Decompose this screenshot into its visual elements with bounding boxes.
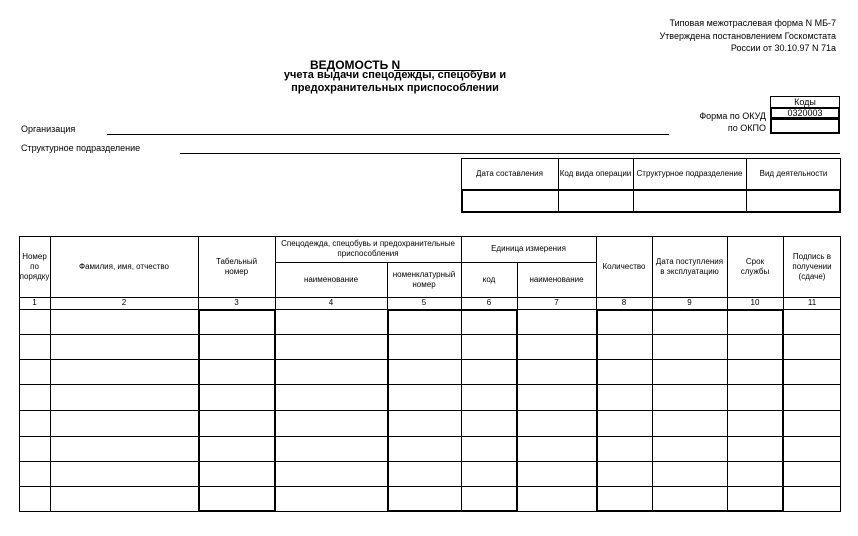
col-number: 2 [121, 298, 127, 307]
col-number: 5 [421, 298, 427, 307]
info-header-subdivision: Структурное подразделение [636, 168, 743, 178]
col-header-service-life: Срок службы [740, 256, 770, 276]
info-value-operation-code[interactable] [558, 189, 633, 213]
group-header-unit: Единица измерения [491, 244, 566, 253]
okud-label: Форма по ОКУД [699, 111, 766, 121]
col-header-nomenclature-number: номенклатурный номер [392, 269, 456, 289]
col-number: 9 [687, 298, 692, 307]
col-number: 7 [554, 298, 559, 307]
document-subtitle-1: учета выдачи спецодежды, спецобуви и [283, 69, 507, 81]
info-header-operation-code: Код вида операции [559, 168, 632, 178]
col-number: 6 [486, 298, 492, 307]
tab-number-column-frame [198, 309, 276, 512]
organization-label: Организация [21, 124, 76, 134]
codes-header: Коды [770, 96, 840, 108]
form-type-line: Типовая межотраслевая форма N МБ-7 [669, 18, 836, 28]
document-subtitle-2: предохранительных приспособлении [291, 82, 499, 94]
col-number: 8 [621, 298, 627, 307]
subdivision-label: Структурное подразделение [21, 143, 141, 153]
col-number: 11 [807, 298, 817, 307]
col-header-tab-number: Табельный номер [215, 256, 258, 276]
info-value-date[interactable] [461, 189, 558, 213]
col-number: 3 [234, 298, 239, 307]
group-header-clothing: Спецодежда, спецобувь и предохранительные приспособления [281, 239, 455, 258]
col-header-unit-code: код [482, 274, 496, 284]
col-number: 4 [328, 298, 334, 307]
info-value-subdivision[interactable] [633, 189, 746, 213]
col-header-item-name: наименование [303, 274, 359, 284]
approval-line: Утверждена постановлением Госкомстата [659, 31, 836, 41]
col-header-row-number: Номер по порядку [19, 251, 50, 281]
col-number: 1 [32, 298, 37, 307]
col-header-commission-date: Дата поступления в эксплуатацию [655, 256, 724, 276]
document-title: ВЕДОМОСТЬ N [310, 58, 401, 72]
okpo-value[interactable] [770, 118, 840, 134]
col-header-full-name: Фамилия, имя, отчество [79, 261, 169, 271]
info-header-activity: Вид деятельности [759, 168, 828, 178]
col-header-quantity: Количество [602, 261, 646, 271]
col-header-unit-name: наименование [529, 274, 584, 284]
quantity-term-column-frame [596, 309, 784, 512]
info-value-activity[interactable] [746, 189, 841, 213]
organization-field[interactable] [107, 134, 669, 135]
info-header-date: Дата составления [476, 168, 543, 178]
subdivision-field[interactable] [180, 153, 840, 154]
col-number: 10 [750, 298, 760, 307]
col-header-signature: Подпись в получении (сдаче) [792, 251, 832, 281]
okpo-label: по ОКПО [727, 123, 766, 133]
okud-value[interactable]: 0320003 [770, 107, 840, 119]
approval-date-line: России от 30.10.97 N 71а [730, 43, 836, 53]
nomenclature-code-column-frame [387, 309, 518, 512]
